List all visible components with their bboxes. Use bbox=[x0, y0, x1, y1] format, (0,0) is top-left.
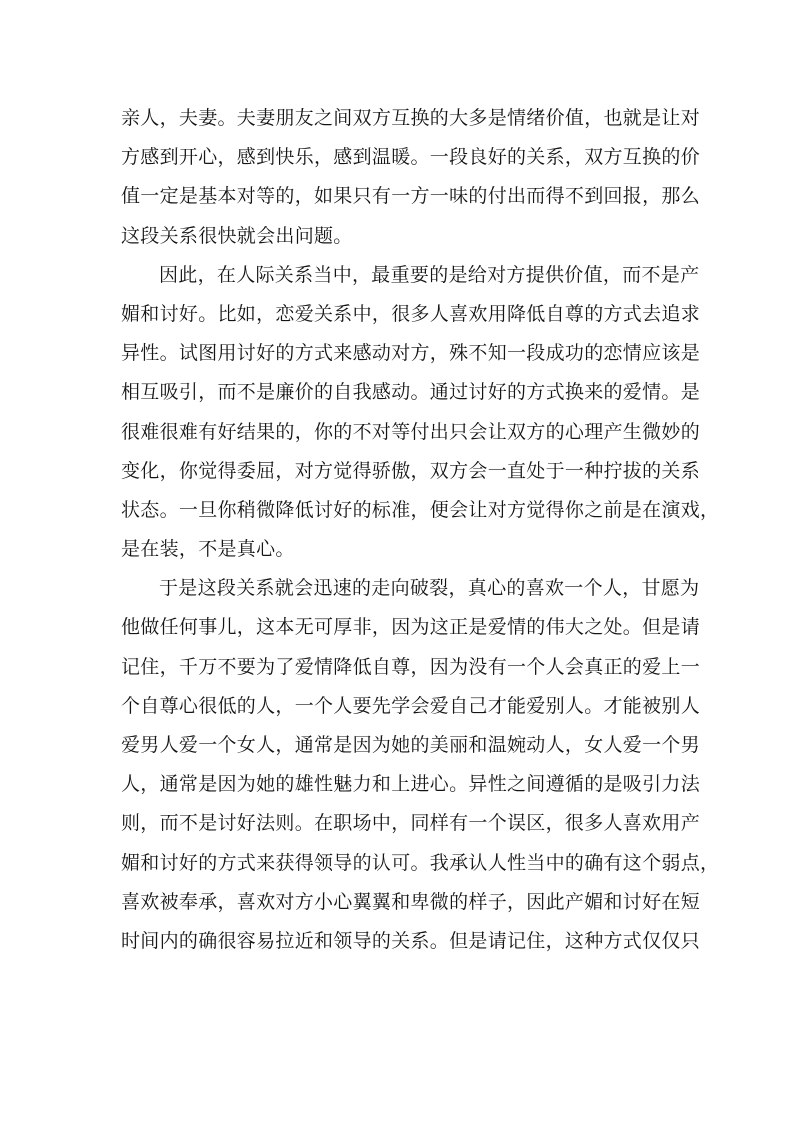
paragraph-3-first-line: 于是这段关系就会迅速的走向破裂，真心的喜欢一个人，甘愿为 bbox=[159, 577, 700, 600]
paragraph-2-first-line: 因此，在人际关系当中，最重要的是给对方提供价值，而不是产 bbox=[159, 263, 700, 286]
text-line-14: 他做任何事儿，这本无可厚非，因为这正是爱情的伟大之处。但是请 bbox=[121, 616, 701, 639]
text-line-16: 个自尊心很低的人，一个人要先学会爱自己才能爱别人。才能被别人 bbox=[121, 694, 701, 717]
text-line-1: 亲人，夫妻。夫妻朋友之间双方互换的大多是情绪价值，也就是让对 bbox=[121, 107, 701, 129]
text-line-8: 相互吸引，而不是廉价的自我感动。通过讨好的方式换来的爱情。是 bbox=[121, 381, 701, 404]
text-line-10: 变化，你觉得委屈，对方觉得骄傲，双方会一直处于一种拧拔的关系 bbox=[121, 459, 701, 482]
text-line-15: 记住，千万不要为了爱情降低自尊，因为没有一个人会真正的爱上一 bbox=[121, 655, 701, 678]
text-line-9: 很难很难有好结果的，你的不对等付出只会让双方的心理产生微妙的 bbox=[121, 420, 701, 443]
text-line-11: 状态。一旦你稍微降低讨好的标准，便会让对方觉得你之前是在演戏， bbox=[121, 498, 720, 521]
text-line-18: 人，通常是因为她的雄性魅力和上进心。异性之间遵循的是吸引力法 bbox=[121, 773, 701, 796]
text-line-19: 则，而不是讨好法则。在职场中，同样有一个误区，很多人喜欢用产 bbox=[121, 812, 701, 835]
body-text bbox=[121, 99, 720, 961]
text-line-22: 时间内的确很容易拉近和领导的关系。但是请记住，这种方式仅仅只 bbox=[121, 929, 701, 952]
text-line-3: 值一定是基本对等的，如果只有一方一味的付出而得不到回报，那么 bbox=[121, 185, 701, 208]
text-line-4: 这段关系很快就会出问题。 bbox=[121, 224, 353, 247]
text-line-12: 是在装，不是真心。 bbox=[121, 538, 295, 561]
text-line-2: 方感到开心，感到快乐，感到温暖。一段良好的关系，双方互换的价 bbox=[121, 146, 701, 169]
text-line-7: 异性。试图用讨好的方式来感动对方，殊不知一段成功的恋情应该是 bbox=[121, 342, 701, 365]
text-line-6: 媚和讨好。比如，恋爱关系中，很多人喜欢用降低自尊的方式去追求 bbox=[121, 302, 701, 325]
text-line-20: 媚和讨好的方式来获得领导的认可。我承认人性当中的确有这个弱点， bbox=[121, 851, 720, 874]
text-line-21: 喜欢被奉承，喜欢对方小心翼翼和卑微的样子，因此产媚和讨好在短 bbox=[121, 890, 701, 913]
text-line-17: 爱男人爱一个女人，通常是因为她的美丽和温婉动人，女人爱一个男 bbox=[121, 734, 701, 756]
